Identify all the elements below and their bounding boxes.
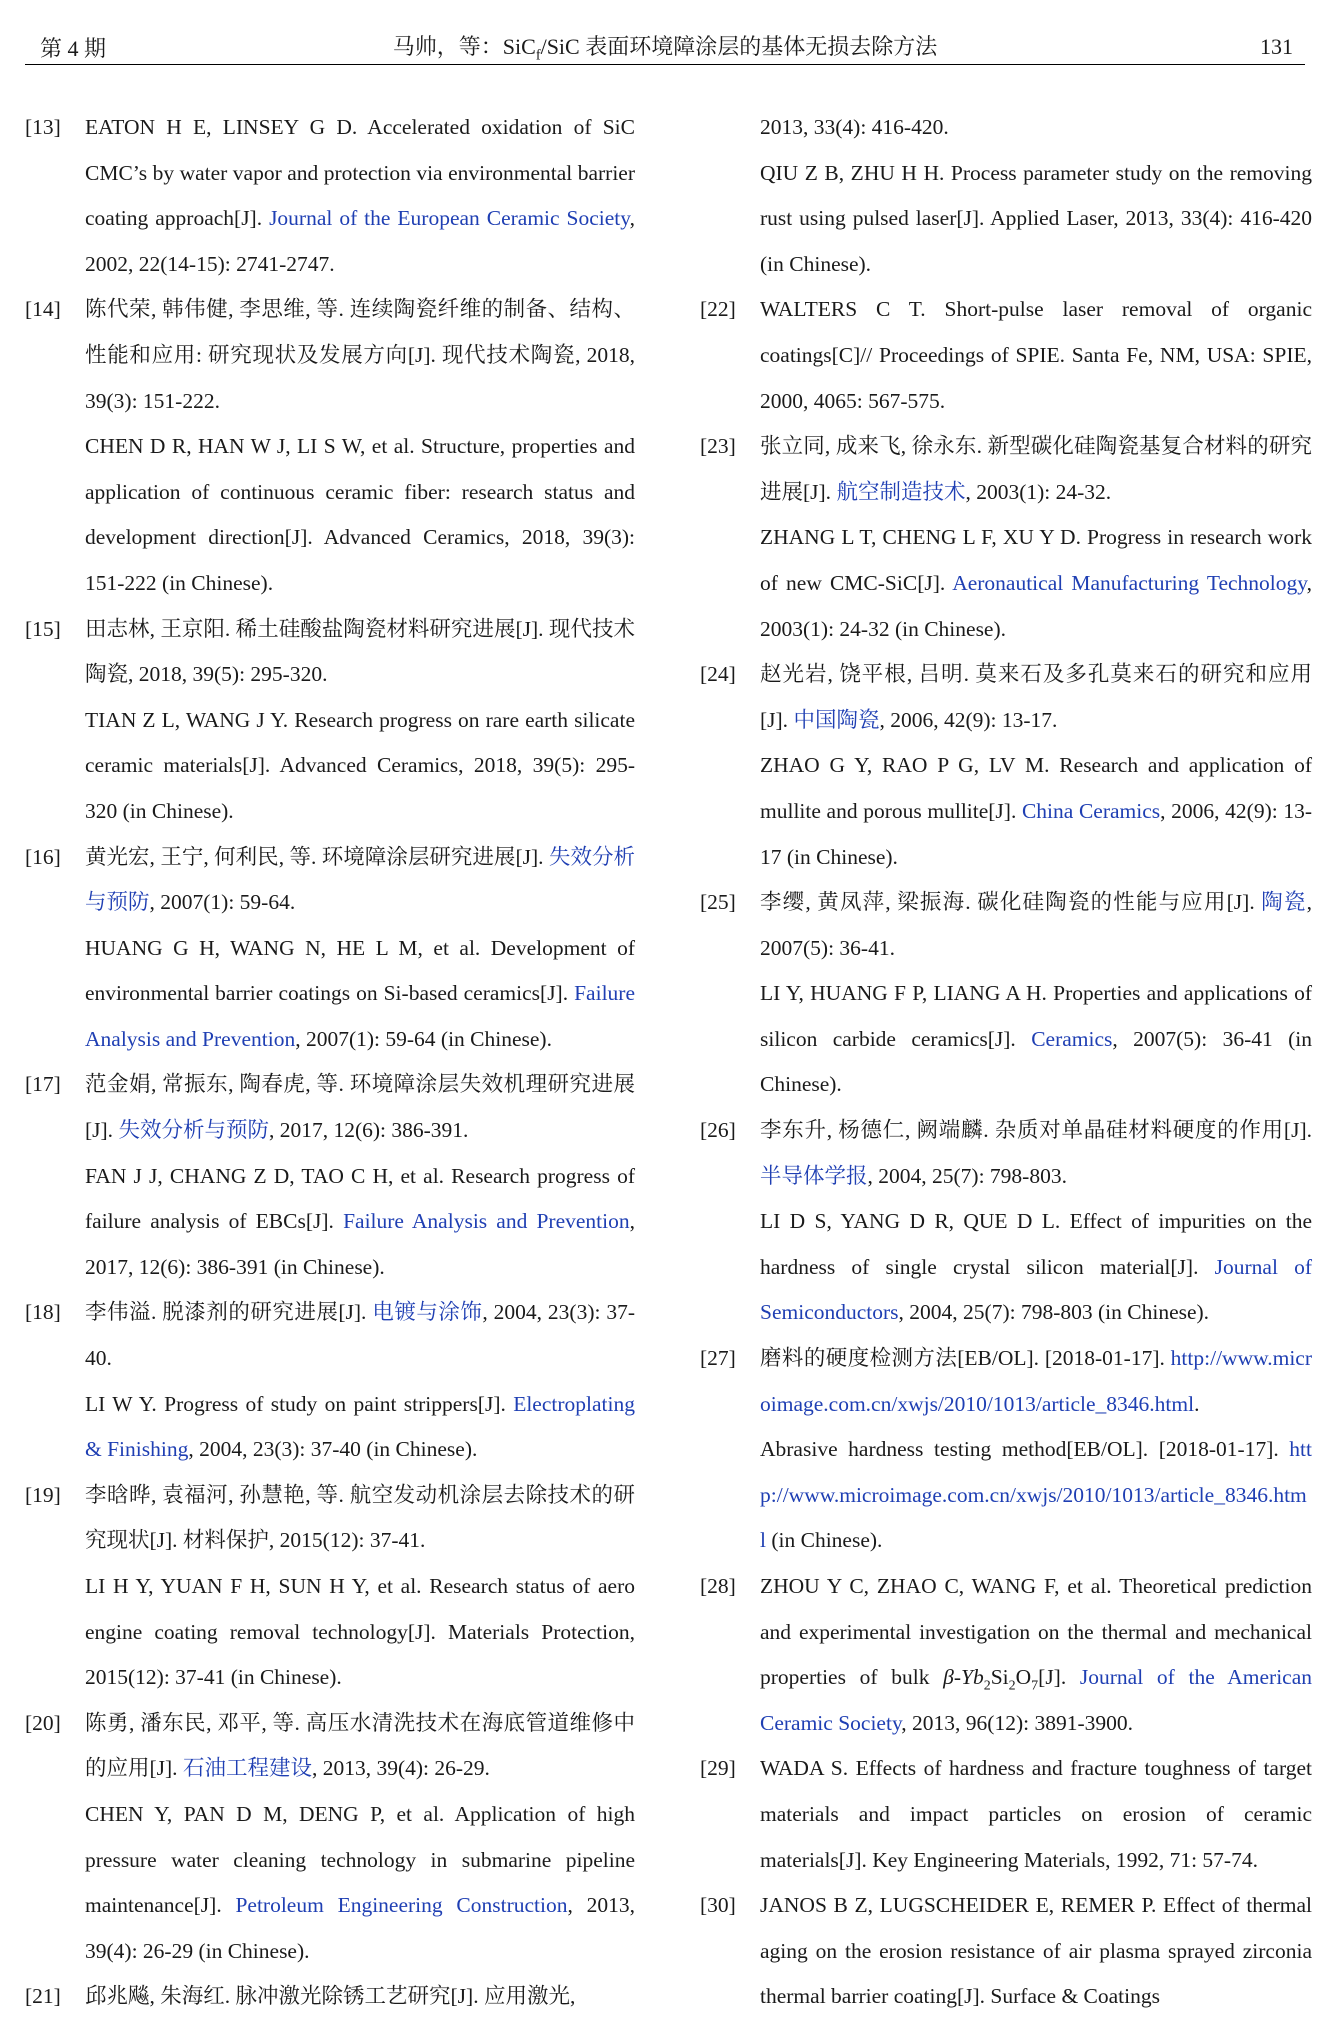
- reference-number: [25]: [700, 890, 736, 915]
- reference-number: [19]: [25, 1482, 61, 1507]
- journal-link[interactable]: 半导体学报: [760, 1163, 868, 1188]
- journal-link[interactable]: 失效分析与预防: [85, 844, 635, 915]
- issue-number: 第 4 期: [40, 36, 107, 61]
- reference-24: [24] 赵光岩, 饶平根, 吕明. 莫来石及多孔莫来石的研究和应用[J]. 中国陶瓷, 2006, 42(9): 13-17. ZHAO G Y, RAO P G, LV M. Research and application of mullite and porous mullite[J]. China Ceramics, 2006, 42(9): 13-17 (in Chinese).: [700, 652, 1312, 880]
- reference-english: TIAN Z L, WANG J Y. Research progress on rare earth silicate ceramic materials[J]. Advanced Ceramics, 2018, 39(5): 295-320 (in Chinese).: [85, 707, 635, 823]
- reference-21: [21] 邱兆飚, 朱海红. 脉冲激光除锈工艺研究[J]. 应用激光,: [25, 1974, 635, 2020]
- reference-26: [26] 李东升, 杨德仁, 阙端麟. 杂质对单晶硅材料硬度的作用[J]. 半导体学报, 2004, 25(7): 798-803. LI D S, YANG D R, QUE D L. Effect of impurities on the hardness of single crystal silicon material[J]. Journal of Semiconductors, 2004, 25(7): 798-803 (in Chinese).: [700, 1108, 1312, 1336]
- reference-english: LI W Y. Progress of study on paint strippers[J]. Electroplating & Finishing, 2004, 23(3): 37-40 (in Chinese).: [85, 1391, 635, 1462]
- reference-20: [20] 陈勇, 潘东民, 邓平, 等. 高压水清洗技术在海底管道维修中的应用[J]. 石油工程建设, 2013, 39(4): 26-29. CHEN Y, PAN D M, DENG P, et al. Application of high pressure water cleaning technology in submarine pipeline maintenance[J]. Petroleum Engineering Construction, 2013, 39(4): 26-29 (in Chinese).: [25, 1701, 635, 1975]
- journal-link[interactable]: 中国陶瓷: [793, 707, 880, 732]
- journal-link[interactable]: Journal of Semiconductors: [760, 1254, 1312, 1325]
- page-number: 131: [1260, 34, 1293, 59]
- running-title: 马帅，等：SiC$_f$/SiC 表面环境障涂层的基体无损去除方法: [392, 34, 938, 64]
- url-link[interactable]: http://www.microimage.com.cn/xwjs/2010/1013/article_8346.html: [760, 1437, 1312, 1553]
- journal-link[interactable]: 石油工程建设: [182, 1756, 312, 1781]
- reference-23: [23] 张立同, 成来飞, 徐永东. 新型碳化硅陶瓷基复合材料的研究进展[J]. 航空制造技术, 2003(1): 24-32. ZHANG L T, CHENG L F, XU Y D. Progress in research work of new CMC-SiC[J]. Aeronautical Manufacturing Technology, 2003(1): 24-32 (in Chinese).: [700, 424, 1312, 652]
- journal-link[interactable]: Failure Analysis and Prevention: [85, 981, 635, 1051]
- reference-19: [19] 李晗晔, 袁福河, 孙慧艳, 等. 航空发动机涂层去除技术的研究现状[J]. 材料保护, 2015(12): 37-41. LI H Y, YUAN F H, SUN H Y, et al. Research status of aero engine coating removal technology[J]. Materials Protection, 2015(12): 37-41 (in Chinese).: [25, 1473, 635, 1701]
- reference-english: Abrasive hardness testing method[EB/OL]. [2018-01-17]. http://www.microimage.com.cn/xwjs/2010/1013/article_8346.html (in Chinese).: [760, 1437, 1312, 1553]
- reference-number: [29]: [700, 1756, 736, 1781]
- reference-number: [20]: [25, 1710, 61, 1735]
- reference-english: QIU Z B, ZHU H H. Process parameter study on the removing rust using pulsed laser[J]. Applied Laser, 2013, 33(4): 416-420 (in Chinese).: [760, 160, 1312, 276]
- reference-18: [18] 李伟溢. 脱漆剂的研究进展[J]. 电镀与涂饰, 2004, 23(3): 37-40. LI W Y. Progress of study on paint strippers[J]. Electroplating & Finishing, 2004, 23(3): 37-40 (in Chinese).: [25, 1290, 635, 1472]
- reference-number: [15]: [25, 616, 61, 641]
- reference-english: LI H Y, YUAN F H, SUN H Y, et al. Research status of aero engine coating removal technology[J]. Materials Protection, 2015(12): 37-41 (in Chinese).: [85, 1574, 635, 1690]
- chemical-formula: $\beta-Yb_2Si_2O_7$: [943, 1665, 1039, 1694]
- page-header: [25, 30, 1305, 65]
- reference-21-continued: 2013, 33(4): 416-420. QIU Z B, ZHU H H. Process parameter study on the removing rust using pulsed laser[J]. Applied Laser, 2013, 33(4): 416-420 (in Chinese).: [700, 105, 1312, 287]
- reference-english: CHEN D R, HAN W J, LI S W, et al. Structure, properties and application of continuous ceramic fiber: research status and development direction[J]. Advanced Ceramics, 2018, 39(3): 151-222 (in Chinese).: [85, 434, 635, 595]
- reference-number: [22]: [700, 297, 736, 322]
- reference-number: [27]: [700, 1346, 736, 1371]
- reference-number: [28]: [700, 1574, 736, 1598]
- reference-number: [21]: [25, 1984, 61, 2009]
- reference-13: [13] EATON H E, LINSEY G D. Accelerated oxidation of SiC CMC’s by water vapor and protection via environmental barrier coating approach[J]. Journal of the European Ceramic Society, 2002, 22(14-15): 2741-2747.: [25, 105, 635, 287]
- reference-14: [14] 陈代荣, 韩伟健, 李思维, 等. 连续陶瓷纤维的制备、结构、性能和应用: 研究现状及发展方向[J]. 现代技术陶瓷, 2018, 39(3): 151-222. CHEN D R, HAN W J, LI S W, et al. Structure, properties and application of continuous ceramic fiber: research status and development direction[J]. Advanced Ceramics, 2018, 39(3): 151-222 (in Chinese).: [25, 287, 635, 606]
- reference-28: [28] ZHOU Y C, ZHAO C, WANG F, et al. Theoretical prediction and experimental investigation on the thermal and mechanical properties of bulk $\beta-Yb_2Si_2O_7[J]$. Journal of the American Ceramic Society, 2013, 96(12): 3891-3900.: [700, 1564, 1312, 1746]
- reference-english: ZHAO G Y, RAO P G, LV M. Research and application of mullite and porous mullite[J]. China Ceramics, 2006, 42(9): 13-17 (in Chinese).: [760, 753, 1312, 869]
- journal-link[interactable]: Aeronautical Manufacturing Technology: [952, 570, 1307, 595]
- journal-link[interactable]: 航空制造技术: [836, 479, 966, 504]
- reference-english: LI Y, HUANG F P, LIANG A H. Properties and applications of silicon carbide ceramics[J]. Ceramics, 2007(5): 36-41 (in Chinese).: [760, 981, 1312, 1097]
- reference-english: ZHANG L T, CHENG L F, XU Y D. Progress in research work of new CMC-SiC[J]. Aeronautical Manufacturing Technology, 2003(1): 24-32 (in Chinese).: [760, 525, 1312, 641]
- reference-17: [17] 范金娟, 常振东, 陶春虎, 等. 环境障涂层失效机理研究进展[J]. 失效分析与预防, 2017, 12(6): 386-391. FAN J J, CHANG Z D, TAO C H, et al. Research progress of failure analysis of EBCs[J]. Failure Analysis and Prevention, 2017, 12(6): 386-391 (in Chinese).: [25, 1062, 635, 1290]
- reference-number: [17]: [25, 1072, 61, 1097]
- reference-25: [25] 李缨, 黄凤萍, 梁振海. 碳化硅陶瓷的性能与应用[J]. 陶瓷, 2007(5): 36-41. LI Y, HUANG F P, LIANG A H. Properties and applications of silicon carbide ceramics[J]. Ceramics, 2007(5): 36-41 (in Chinese).: [700, 880, 1312, 1108]
- reference-number: [18]: [25, 1300, 61, 1325]
- reference-number: [13]: [25, 115, 61, 139]
- references-left-column: [25, 105, 635, 2020]
- journal-link[interactable]: Ceramics: [1031, 1026, 1113, 1051]
- reference-english: HUANG G H, WANG N, HE L M, et al. Development of environmental barrier coatings on Si-based ceramics[J]. Failure Analysis and Prevention, 2007(1): 59-64 (in Chinese).: [85, 935, 635, 1051]
- reference-22: [22] WALTERS C T. Short-pulse laser removal of organic coatings[C]// Proceedings of SPIE. Santa Fe, NM, USA: SPIE, 2000, 4065: 567-575.: [700, 287, 1312, 424]
- reference-number: [23]: [700, 434, 736, 459]
- reference-15: [15] 田志林, 王京阳. 稀土硅酸盐陶瓷材料研究进展[J]. 现代技术陶瓷, 2018, 39(5): 295-320. TIAN Z L, WANG J Y. Research progress on rare earth silicate ceramic materials[J]. Advanced Ceramics, 2018, 39(5): 295-320 (in Chinese).: [25, 607, 635, 835]
- reference-27: [27] 磨料的硬度检测方法[EB/OL]. [2018-01-17]. http://www.microimage.com.cn/xwjs/2010/1013/article_8346.html. Abrasive hardness testing method[EB/OL]. [2018-01-17]. http://www.microimage.com.cn/xwjs/2010/1013/article_8346.html (in Chinese).: [700, 1336, 1312, 1564]
- journal-link[interactable]: 失效分析与预防: [118, 1118, 269, 1143]
- reference-number: [30]: [700, 1893, 736, 1918]
- references-right-column: [700, 105, 1312, 2020]
- reference-16: [16] 黄光宏, 王宁, 何利民, 等. 环境障涂层研究进展[J]. 失效分析与预防, 2007(1): 59-64. HUANG G H, WANG N, HE L M, et al. Development of environmental barrier coatings on Si-based ceramics[J]. Failure Analysis and Prevention, 2007(1): 59-64 (in Chinese).: [25, 835, 635, 1063]
- journal-link[interactable]: 陶瓷: [1261, 890, 1307, 915]
- journal-link[interactable]: Petroleum Engineering Construction: [235, 1893, 568, 1918]
- reference-number: [14]: [25, 297, 61, 322]
- reference-english: CHEN Y, PAN D M, DENG P, et al. Application of high pressure water cleaning technology in submarine pipeline maintenance[J]. Petroleum Engineering Construction, 2013, 39(4): 26-29 (in Chinese).: [85, 1801, 636, 1963]
- reference-number: [16]: [25, 844, 61, 869]
- reference-english: LI D S, YANG D R, QUE D L. Effect of impurities on the hardness of single crystal silicon material[J]. Journal of Semiconductors, 2004, 25(7): 798-803 (in Chinese).: [760, 1209, 1312, 1325]
- reference-number: [24]: [700, 662, 736, 687]
- journal-link[interactable]: Journal of the American Ceramic Society: [760, 1665, 1312, 1735]
- reference-number: [26]: [700, 1118, 736, 1143]
- journal-link[interactable]: Failure Analysis and Prevention: [343, 1209, 630, 1234]
- url-link[interactable]: http://www.microimage.com.cn/xwjs/2010/1013/article_8346.html: [760, 1346, 1312, 1416]
- reference-29: [29] WADA S. Effects of hardness and fracture toughness of target materials and impact particles on erosion of ceramic materials[J]. Key Engineering Materials, 1992, 71: 57-74.: [700, 1746, 1312, 1883]
- journal-link[interactable]: Journal of the European Ceramic Society: [269, 206, 630, 231]
- journal-link[interactable]: Electroplating & Finishing: [85, 1391, 635, 1462]
- journal-link[interactable]: 电镀与涂饰: [372, 1300, 483, 1325]
- reference-english: FAN J J, CHANG Z D, TAO C H, et al. Research progress of failure analysis of EBCs[J]. Failure Analysis and Prevention, 2017, 12(6): 386-391 (in Chinese).: [85, 1163, 635, 1279]
- reference-30: [30] JANOS B Z, LUGSCHEIDER E, REMER P. Effect of thermal aging on the erosion resistance of air plasma sprayed zirconia thermal barrier coating[J]. Surface & Coatings: [700, 1883, 1312, 2020]
- journal-link[interactable]: China Ceramics: [1021, 798, 1161, 823]
